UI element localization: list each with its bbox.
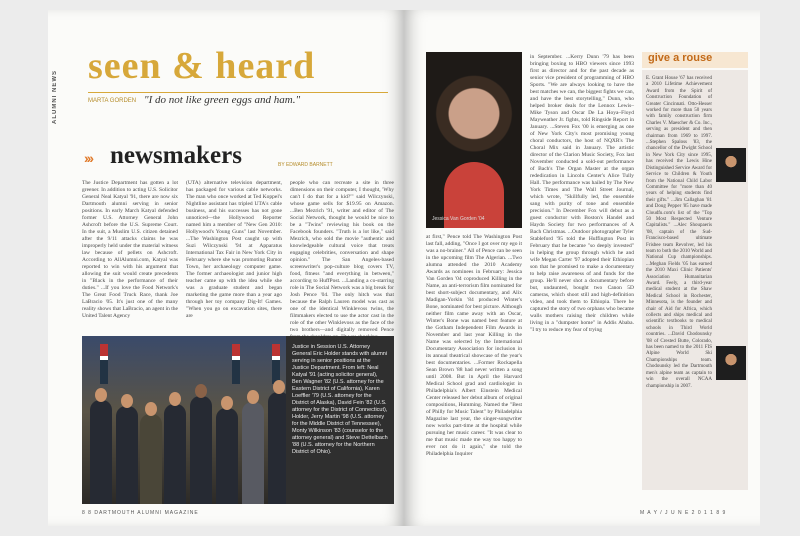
chevron-arrows-icon: ›››	[84, 150, 92, 166]
person-head	[95, 388, 107, 402]
article-column-3: people who can recreate a site in three dimensions on their computer, I thought, 'Why can't I do that for a kid?'" said Wilczynski, whose game sells for $19.95 on Amazon. ...Ben Mezrich '91, writer and editor of The Social Network, thought he would be nice to be a "Twins" reviewing his book on the Facebook founders. "Truth is a lot like," said Mezrich, who sold the movie "authentic and knowledgeable cultural voice that treats engaging celebrities, conversation and shape opinion." The San Angeles-based screenwriter's pop-culture blog covers TV, food, fitness "and everything in between," according to HuffPost. ...Landing a co-starring role in The Social Network was a big break for Josh Pence '04. The only hitch was that because the Ralph Lauren model was cast as one of the identical Winklevoss twins, the filmmakers elected to use the actor cast in the role of the other Winklevoss as the face of the two brothers—and digitally removed Pence	[290, 180, 394, 333]
person-head	[273, 380, 285, 394]
article-column-5: in September. ...Kerry Dunn '79 has been bringing boxing to HBO viewers since 1993 first as director and for the past decade as senior vice president of programming of HBO Sports. "We are always looking to have the best matches we can, the biggest fights we can, and have the best storytelling," Dunn, who helped broker deals for the Lennox Lewis–Mike Tyson and Oscar De La Hoya–Floyd Mayweather Jr. fights, told Ringside Report in January. ...Steven Fox '00 is emerging as one of New York City's most promising young choral conductors, the host of NQXR's The Choral Mix said in January. The artistic director of the Clarion Music Society, Fox last November conducted a sold-out performance of Bach's The Organ Master at the organ rededication in Lincoln Center's Alice Tully Hall. The performance was hailed by The New York Times and The Wall Street Journal, which wrote, "Skillfully led, the ensemble sang with purity of tone and ensemble precision." In December Fox will debut as a guest conductor with Boston's Handel and Haydn Society for two performances of A Bach Christmas. ...Outdoor photographer Tyler Stableford '95 told the Huffington Post in February that he became "so deeply invested" in helping the group through which he and wife Megan Carter '97 adopted their Ethiopian son that he promised to make a documentary to help raise awareness of and funds for the group. He'll never shot a documentary before but, undaunted, bought two Canon 5D cameras, which shoot still and high-definition video, and took them to Ethiopia. There he captured the story of two orphans who became walls mothers raising their children while living in a "dumpster home" in Addis Ababa. "I try to reduce my fear of trying	[530, 54, 634, 333]
person-head	[221, 396, 233, 410]
photo-caption-box	[286, 336, 394, 504]
photo-caption: Justice in Session U.S. Attorney General Eric Holder stands with alumni serving in senior positions at the Justice Department. From left: Neal Katyal '91 (acting solicitor general), Ben Wagner '82 (U.S. attorney for the Eastern District of California), Karen Loeffler '79 (U.S. attorney for the District of Alaska), David Fein '82 (U.S. attorney for the District of Connecticut), Holder, Jerry Martin '98 (U.S. attorney for the Middle District of Tennessee), Monty Wilkinson '83 (counselor to the attorney general) and Steve Dettelbach '88 (U.S. attorney for the Northern District of Ohio).	[292, 344, 388, 455]
give-a-rouse-heading	[642, 52, 748, 68]
give-a-rouse-label: give a rouse	[648, 52, 713, 64]
pull-quote: "I do not like green eggs and ham."	[144, 94, 301, 106]
page-folio: 8 8 DARTMOUTH ALUMNI MAGAZINE	[82, 510, 199, 516]
person-head	[247, 390, 259, 404]
alumni-photo-thumb	[716, 346, 746, 380]
article-column-4: at first," Pence told The Washington Post last fall, adding, "Once I got over my ego it was a no-brainer." All of Pence can be seen in the upcoming film The Algerian. ...Two alumna attended the 2010 Academy Awards as nominees in February: Jessica Van Gorden '04 coproduced Killing in the Name, an anti-terrorism film nominated for best short-subject documentary, and Alix Madigan-Yorkin '84 produced Winter's Bone, nominated for best picture. Although neither film came away with an Oscar, Winter's Bone was named best feature at the Gotham Independent Film Awards in November and last year Killing in the Name was selected by the International Documentary Association for inclusion in its annual theatrical showcase of the year's best documentaries. ...Former Rockapella Sean Brown '88 had never written a song until 2008. But in April the Harvard Medical School grad and cardiologist in Philadelphia's Albert Einstein Medical Center released her debut album of original compositions, Humming. Named the "Best of Philly for Music Talent" by Philadelphia Magazine last year, the singer-songwriter now works part-time at the hospital while pursuing her music career. "It was clear to me that music made me way too happy to ever not do it again," she told the Philadelphia Inquirer	[426, 234, 522, 457]
person-figure	[216, 408, 238, 504]
give-a-rouse-sidebar	[642, 70, 748, 490]
section-title: seen & heard	[88, 45, 316, 87]
flag-icon	[232, 344, 240, 384]
give-a-rouse-text: E. Grant House '67 has received a 2010 Lifetime Achievement Award from the Spirit of Construction Foundation of Greater Cincinnati. Otto-Hesser worked for more than 50 years with family construction firm Charles V. Maescher & Co. Inc., serving as president and then chairman from 1969 to 1997. ...Stephen Spaloss '83, the chancellor of the Dwight School in New York City since 1995, has received the Lewis Hine Distinguished Service Award for Service to Children & Youth from the National Child Labor Committee for "more than 40 years of helping students find their gifts." ...Jim Callaghan '81 and Doug Pepper '85 have made Cloudfu.com's list of the "Top 50 Most Respected Venture Capitalists." ...Alec Shoupaeris '08, captain of the Sud-Francisco-based ultimate Frisbee team Revolver, led his team to both the 2010 World and National Cup championships. ...Meghan Fields '05 has earned the 2010 Maxi Clinic Patients' Association Humanitarian Award. Feely, a third-year medical student at the Shaw Medical School in Rochester, Minnesota, is the founder and chair of Aid for Africa, which collects and ships medical and scientific textbooks to medical schools in Third World countries. ...David Chodounsky '08 of Crested Butte, Colorado, has been named to the 2011 FIS Alpine World Ski Championships team. Chodounsky led the Dartmouth men's alpine team as captain to win the overall NCAA championship in 2007.	[646, 76, 712, 389]
left-page	[48, 10, 404, 526]
article-column-1: The Justice Department has gotten a lot greener. In addition to acting U.S. Solicitor General Neal Katyal '91, there are now six Dartmouth alumni serving in senior positions. In early March Katyal defended former U.S. Attorney General John Ashcroft before the U.S. Supreme Court. In the suit, a Muslim U.S. citizen detained after the 9/11 attacks claims he was improperly held under the material witness law because of pellets on Ashcroft. According to AllAlumni.com, Katyal was reported to win with his argument that allowing the suit would create precedents in "Black in the performance of their duties." ...If you love the Food Network's The Great Food Truck Race, thank Joe LaBracio '05. It's just one of the many reality shows that LaBracio, an agent in the United Talent Agency	[82, 180, 178, 319]
title-rule	[88, 92, 388, 93]
flag-icon	[100, 344, 108, 384]
page-folio: M A Y / J U N E 2 0 1 1 8 9	[640, 510, 727, 516]
person-figure	[90, 400, 112, 504]
person-figure	[140, 414, 162, 504]
person-head	[169, 392, 181, 406]
right-page	[404, 10, 760, 526]
person-figure	[242, 402, 264, 504]
person-head	[145, 402, 157, 416]
person-figure	[116, 406, 138, 504]
alumni-photo-thumb	[716, 148, 746, 182]
person-figure	[190, 396, 212, 504]
person-head	[195, 384, 207, 398]
person-head	[121, 394, 133, 408]
portrait-caption: Jessica Van Gorden '04	[432, 216, 485, 222]
magazine-spread	[48, 10, 760, 526]
flag-icon	[272, 344, 280, 384]
person-figure	[164, 404, 186, 504]
quote-attribution: MARTA GORDEN	[88, 98, 137, 104]
portrait-photo	[426, 52, 522, 228]
feature-title: newsmakers	[110, 142, 242, 169]
section-tab: ALUMNI NEWS	[52, 70, 58, 124]
byline: BY EDWARD BARNETT	[278, 162, 333, 168]
article-column-2: (UTA) alternative television department, has packaged for various cable networks. The man who once worked at Ted Koppel's Nightline assistant has tripled UTA's cable business, and his successes has not gone unnoticed—the Hollywood Reporter named him a member of "New Gen 2010: Hollywood's Young Guns" last November. ...The Washington Post caught up with Suzi Wilczynski '94 at Apparatus International Tax Fair in New York City in February where she was promoting Rumor Town, her archaeology computer game. The former archaeologist and junior high teacher came up with the idea while she was a graduate student and began marketing the game more than a year ago through her toy company Dig-It! Games. "When you go on excavation sites, there are	[186, 180, 282, 319]
